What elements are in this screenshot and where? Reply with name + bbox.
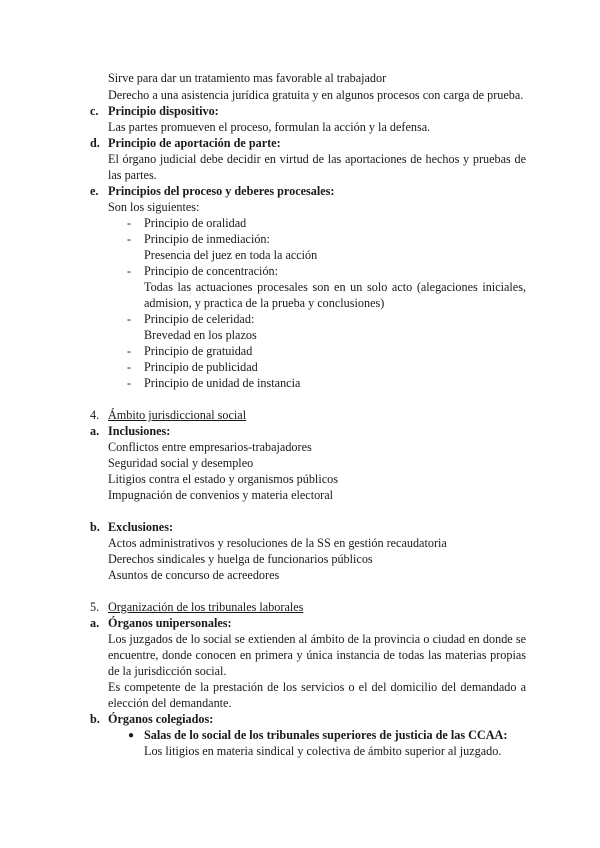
section-5b-title: Órganos colegiados:	[108, 712, 214, 726]
section-5a-p2-line-1: Es competente de la prestación de los servicios o el del domicilio del demandado a	[108, 680, 526, 694]
section-d-text-line-2: las partes.	[108, 168, 157, 182]
dash-marker: -	[127, 376, 132, 390]
section-5a-p1-line-3: de la jurisdicción social.	[108, 664, 227, 678]
section-5-number: 5.	[90, 600, 100, 614]
section-e-marker: e.	[90, 184, 99, 198]
section-4-number: 4.	[90, 408, 100, 422]
list-item-concentracion-desc-1: Todas las actuaciones procesales son en un solo acto (alegaciones iniciales,	[144, 280, 526, 294]
section-5a-title: Órganos unipersonales:	[108, 616, 232, 630]
section-e-intro: Son los siguientes:	[108, 200, 200, 214]
list-item-unidad: Principio de unidad de instancia	[144, 376, 301, 390]
section-5b-bullet-title: Salas de lo social de los tribunales superiores de justicia de las CCAA:	[144, 728, 508, 742]
dash-marker: -	[127, 360, 132, 374]
section-5b-bullet-text: Los litigios en materia sindical y colectiva de ámbito superior al juzgado.	[144, 744, 502, 758]
list-item-celeridad-desc: Brevedad en los plazos	[144, 328, 257, 342]
intro-line-1: Sirve para dar un tratamiento mas favorable al trabajador	[108, 71, 387, 85]
section-5a-marker: a.	[90, 616, 100, 630]
dash-marker: -	[127, 344, 132, 358]
section-4a-title: Inclusiones:	[108, 424, 171, 438]
list-item-oralidad: Principio de oralidad	[144, 216, 247, 230]
section-4a-marker: a.	[90, 424, 100, 438]
exclusion-item: Asuntos de concurso de acreedores	[108, 568, 280, 582]
list-item-concentracion: Principio de concentración:	[144, 264, 279, 278]
dash-marker: -	[127, 232, 132, 246]
section-5a-p2-line-2: elección del demandante.	[108, 696, 232, 710]
section-4b-title: Exclusiones:	[108, 520, 174, 534]
section-c-marker: c.	[90, 104, 99, 118]
section-5a-p1-line-1: Los juzgados de lo social se extienden al ámbito de la provincia o ciudad en donde se	[108, 632, 526, 646]
section-c-text: Las partes promueven el proceso, formulan la acción y la defensa.	[108, 120, 431, 134]
section-4b-marker: b.	[90, 520, 100, 534]
intro-line-2: Derecho a una asistencia jurídica gratuita y en algunos procesos con carga de prueba.	[108, 88, 524, 102]
dash-marker: -	[127, 216, 132, 230]
section-e-title: Principios del proceso y deberes procesales:	[108, 184, 335, 198]
section-5a-p1-line-2: encuentre, donde conocen en primera y única instancia de todas las materias propias	[108, 648, 526, 662]
bullet-marker: ●	[128, 730, 135, 741]
inclusion-item: Litigios contra el estado y organismos públicos	[108, 472, 338, 486]
list-item-concentracion-desc-2: admision, y practica de la prueba y conclusiones)	[144, 296, 385, 310]
section-5-title: Organización de los tribunales laborales	[108, 600, 304, 614]
dash-marker: -	[127, 312, 132, 326]
list-item-publicidad: Principio de publicidad	[144, 360, 258, 374]
section-5b-marker: b.	[90, 712, 100, 726]
section-c-title: Principio dispositivo:	[108, 104, 219, 118]
list-item-gratuidad: Principio de gratuidad	[144, 344, 253, 358]
list-item-inmediacion: Principio de inmediación:	[144, 232, 270, 246]
section-d-text-line-1: El órgano judicial debe decidir en virtud de las aportaciones de hechos y pruebas de	[108, 152, 526, 166]
exclusion-item: Derechos sindicales y huelga de funcionarios públicos	[108, 552, 373, 566]
list-item-celeridad: Principio de celeridad:	[144, 312, 255, 326]
section-d-marker: d.	[90, 136, 100, 150]
inclusion-item: Impugnación de convenios y materia electoral	[108, 488, 334, 502]
inclusion-item: Seguridad social y desempleo	[108, 456, 254, 470]
list-item-inmediacion-desc: Presencia del juez en toda la acción	[144, 248, 318, 262]
section-4-title: Ámbito jurisdiccional social	[108, 408, 247, 422]
dash-marker: -	[127, 264, 132, 278]
section-d-title: Principio de aportación de parte:	[108, 136, 281, 150]
inclusion-item: Conflictos entre empresarios-trabajadores	[108, 440, 312, 454]
exclusion-item: Actos administrativos y resoluciones de la SS en gestión recaudatoria	[108, 536, 447, 550]
